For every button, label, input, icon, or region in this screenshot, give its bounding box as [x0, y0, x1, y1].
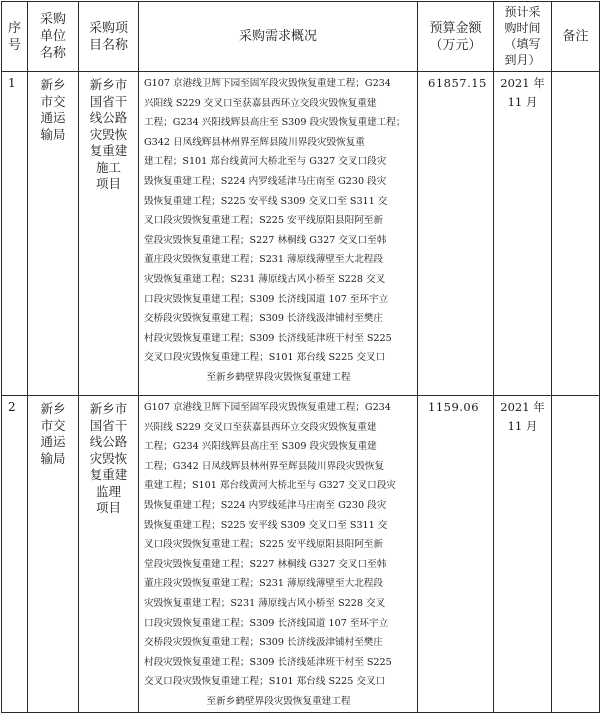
header-project: 采购项 目名称	[79, 2, 139, 72]
header-row	[2, 2, 600, 72]
description-line: 堂段灾毁恢复重建工程；S227 林桐线 G327 交叉口至韩	[144, 558, 387, 570]
unit-line: 输局	[40, 450, 66, 466]
project-line: 施工	[95, 159, 121, 175]
description-line: G107 京港线卫辉下园至固军段灾毁恢复重建工程；G234	[144, 402, 391, 413]
project-line: 项目	[95, 176, 121, 191]
unit-line: 通运	[40, 434, 66, 449]
row-index: 1	[2, 72, 28, 396]
description-line: 口段灾毁恢复重建工程；S309 长济线国道 107 至环宇立	[144, 293, 389, 305]
time-line: 2021 年	[500, 400, 545, 414]
unit-line: 新乡	[40, 77, 66, 92]
procurement-table	[1, 1, 600, 713]
table-row	[2, 72, 600, 396]
table-row	[2, 396, 600, 713]
procurement-time	[494, 72, 552, 396]
time-line: 11 月	[507, 95, 538, 109]
description-line: 重建工程；S101 郑台线黄河大桥北至与 G327 交叉口段灾	[144, 480, 396, 492]
project-line: 项目	[95, 500, 121, 515]
project-name	[79, 396, 139, 713]
unit-line: 市交	[40, 417, 66, 433]
time-line: 11 月	[507, 419, 538, 433]
project-line: 灾毁恢	[89, 450, 128, 466]
description-line: 董庄段灾毁恢复重建工程；S231 薄原线薄壁至大北程段	[144, 578, 383, 590]
description-line: 叉口段灾毁恢复重建工程；S225 安平线原阳县阳阿至新	[144, 539, 383, 551]
project-line: 复重建	[89, 143, 128, 158]
description-line: 建工程；S101 郑台线黄河大桥北至与 G327 交叉口段灾	[144, 156, 387, 168]
project-line: 新乡市	[89, 401, 128, 416]
header-time: 预计采 购时间 （填写 到月）	[494, 2, 552, 72]
description-line: 交叉口段灾毁恢复重建工程；S101 郑台线 S225 交叉口	[144, 352, 386, 364]
description-line: 兴阳线 S229 交叉口至获嘉县西环立交段灾毁恢复重建	[144, 97, 377, 109]
requirement-description	[139, 396, 418, 713]
description-line: 至新乡鹤壁界段灾毁恢复重建工程	[206, 695, 351, 707]
project-line: 新乡市	[89, 77, 128, 92]
project-line: 灾毁恢	[89, 126, 128, 142]
description-line: 至新乡鹤壁界段灾毁恢复重建工程	[206, 371, 351, 383]
project-line: 国省干	[89, 417, 128, 433]
description-line: 堂段灾毁恢复重建工程；S227 林桐线 G327 交叉口至韩	[144, 234, 387, 246]
project-line: 监理	[95, 483, 121, 499]
description-line: 灾毁恢复重建工程；S231 薄原线古风小桥至 S228 交叉	[144, 597, 386, 609]
unit-line: 新乡	[40, 401, 66, 416]
header-index: 序 号	[2, 2, 28, 72]
description-line: 兴阳线 S229 交叉口至获嘉县西环立交段灾毁恢复重建	[144, 421, 377, 433]
description-line: G107 京港线卫辉下园至固军段灾毁恢复重建工程；G234	[144, 78, 391, 89]
description-line: 灾毁恢复重建工程；S231 薄原线古风小桥至 S228 交叉	[144, 273, 386, 285]
project-line: 复重建	[89, 467, 128, 482]
description-line: 叉口段灾毁恢复重建工程；S225 安平线原阳县阳阿至新	[144, 215, 383, 227]
header-remark: 备注	[552, 2, 600, 72]
header-budget: 预算金额 （万元）	[418, 2, 494, 72]
remark	[552, 396, 600, 713]
requirement-description	[139, 72, 418, 396]
description-line: 毁恢复重建工程；S224 内罗线延津马庄南至 G230 段灾	[144, 499, 387, 511]
budget-amount: 61857.15	[418, 72, 494, 396]
description-line: 工程；G234 兴阳线辉县高庄至 S309 段灾毁恢复重建工程；	[144, 117, 406, 129]
description-line: 口段灾毁恢复重建工程；S309 长济线国道 107 至环宇立	[144, 617, 389, 629]
project-line: 线公路	[89, 110, 128, 125]
procuring-unit	[28, 72, 79, 396]
unit-line: 输局	[40, 126, 66, 142]
description-line: 村段灾毁恢复重建工程；S309 长济线延津班干村至 S225	[144, 332, 392, 344]
description-line: 毁恢复重建工程；S224 内罗线延津马庄南至 G230 段灾	[144, 175, 387, 187]
description-line: 交桥段灾毁恢复重建工程；S309 长济线汲津铺村至樊庄	[144, 637, 383, 649]
unit-line: 通运	[40, 110, 66, 125]
description-line: 毁恢复重建工程；S225 安平线 S309 交叉口至 S311 交	[144, 195, 388, 207]
header-description: 采购需求概况	[139, 2, 418, 72]
procuring-unit	[28, 396, 79, 713]
header-unit: 采购 单位 名称	[28, 2, 79, 72]
description-line: 毁恢复重建工程；S225 安平线 S309 交叉口至 S311 交	[144, 519, 388, 531]
project-name	[79, 72, 139, 396]
row-index: 2	[2, 396, 28, 713]
procurement-time	[494, 396, 552, 713]
description-line: 工程；G234 兴阳线辉县高庄至 S309 段灾毁恢复重建	[144, 441, 377, 453]
description-line: G342 日凤线辉县林州界至辉县陵川界段灾毁恢复重	[144, 136, 365, 148]
unit-line: 市交	[40, 93, 66, 109]
remark	[552, 72, 600, 396]
time-line: 2021 年	[500, 76, 545, 90]
description-line: 交叉口段灾毁恢复重建工程；S101 郑台线 S225 交叉口	[144, 676, 386, 688]
project-line: 线公路	[89, 434, 128, 449]
description-line: 工程；G342 日凤线辉县林州界至辉县陵川界段灾毁恢复	[144, 460, 385, 472]
project-line: 国省干	[89, 93, 128, 109]
description-line: 董庄段灾毁恢复重建工程；S231 薄原线薄壁至大北程段	[144, 254, 383, 266]
description-line: 交桥段灾毁恢复重建工程；S309 长济线汲津铺村至樊庄	[144, 313, 383, 325]
budget-amount: 1159.06	[418, 396, 494, 713]
description-line: 村段灾毁恢复重建工程；S309 长济线延津班干村至 S225	[144, 656, 392, 668]
